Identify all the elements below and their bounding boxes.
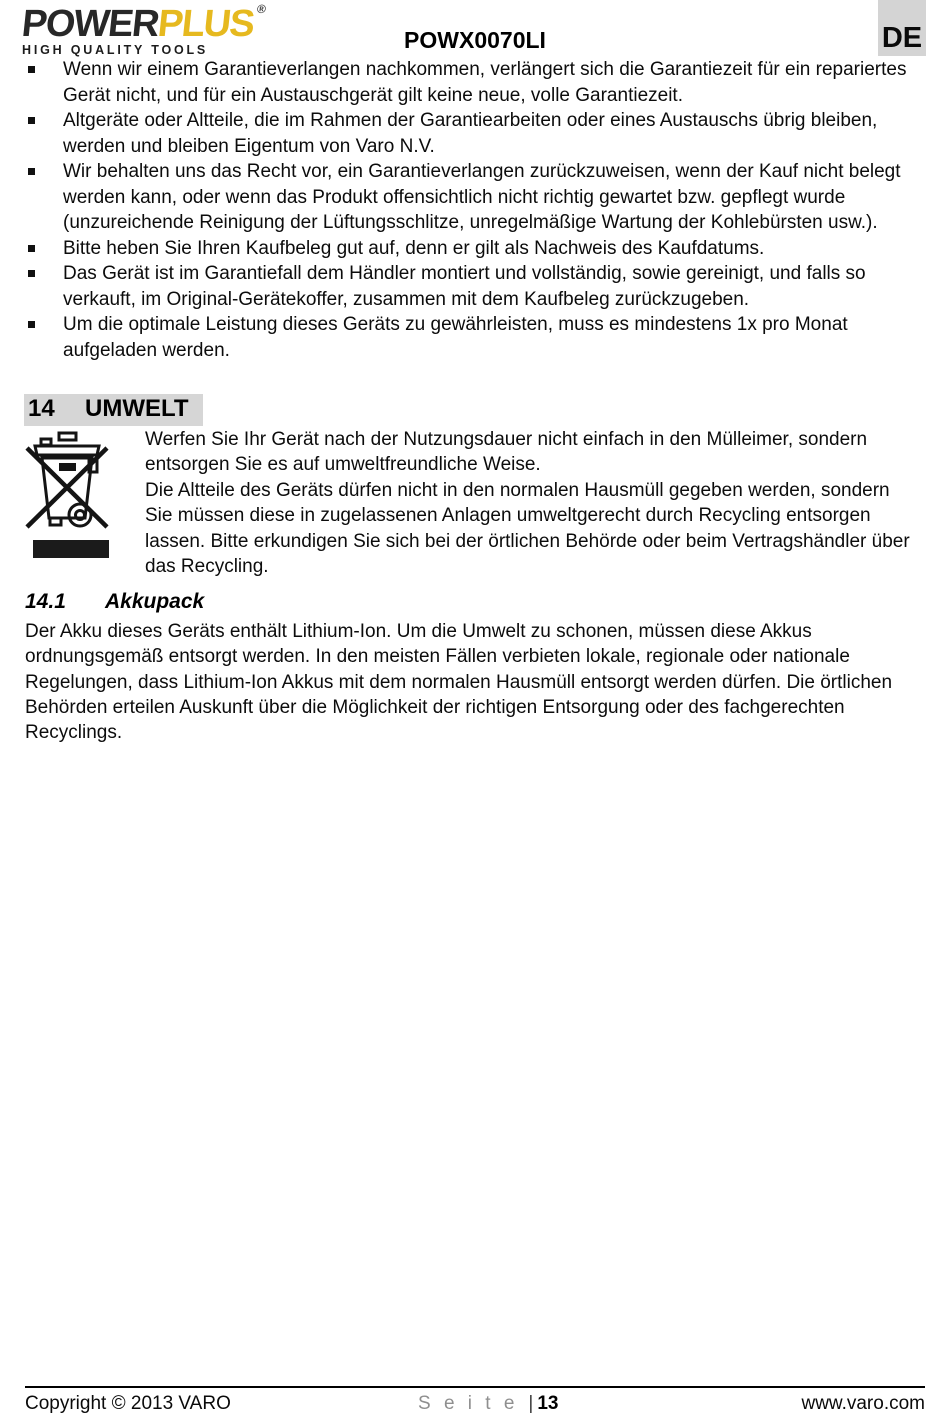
weee-crossed-out-wheelie-bin-icon — [25, 430, 109, 535]
footer-page-word: S e i t e — [418, 1393, 519, 1414]
footer-copyright: Copyright © 2013 VARO — [25, 1393, 231, 1414]
section-heading-umwelt — [24, 394, 203, 426]
battery-paragraph: Der Akku dieses Geräts enthält Lithium-Ion. Um die Umwelt zu schonen, müssen diese Akkus ordnungsgemäß entsorgt werden. In den meisten Fällen verbieten lokale, regionale oder nationale Regelungen, dass Lithium-Ion Akkus mit dem normalen Hausmüll entsorgt werden dürfen. Die örtlichen Behörden erteilen Auskunft über die Möglichkeit der richtigen Entsorgung oder des fachgerechten Recyclings. — [25, 621, 893, 744]
list-item — [28, 108, 920, 159]
subsection-heading-akkupack — [25, 590, 204, 614]
list-item — [28, 57, 920, 108]
registered-trademark-icon: ® — [256, 2, 266, 16]
bullet-text: Wir behalten uns das Recht vor, ein Garantieverlangen zurückzuweisen, wenn der Kauf nicht belegt werden kann, oder wenn das Produkt offensichtlich nicht richtig gewartet bzw. gepflegt wurde (unzureichende Reinigung der Lüftungsschlitze, unregelmäßige Wartung der Kohlebürsten usw.). — [63, 161, 901, 233]
bullet-text: Um die optimale Leistung dieses Geräts zu gewährleisten, muss es mindestens 1x pro Monat aufgeladen werden. — [63, 314, 848, 361]
footer-page-divider: | — [528, 1393, 534, 1414]
footer-divider-line — [25, 1386, 925, 1388]
list-item — [28, 236, 920, 262]
warranty-bullet-list — [28, 57, 920, 363]
bullet-icon — [28, 321, 35, 328]
bullet-icon — [28, 117, 35, 124]
list-item — [28, 159, 920, 236]
bullet-icon — [28, 270, 35, 277]
language-badge: DE — [878, 0, 926, 56]
weee-bar — [33, 540, 109, 558]
bullet-icon — [28, 168, 35, 175]
logo-tagline: HIGH QUALITY TOOLS — [22, 43, 209, 57]
logo-power-text: POWER — [19, 3, 161, 45]
document-title: POWX0070LI — [404, 27, 546, 53]
environment-paragraph: Die Altteile des Geräts dürfen nicht in den normalen Hausmüll gegeben werden, sondern Sie müssen diese in zugelassenen Anlagen umweltgerecht durch Recycling entsorgen lassen. Bitte erkundigen Sie sich bei der örtlichen Behörde oder beim Vertragshändler über das Recycling. — [145, 479, 910, 578]
section-number: 14 — [28, 395, 55, 422]
bullet-text: Bitte heben Sie Ihren Kaufbeleg gut auf, denn er gilt als Nachweis des Kaufdatums. — [63, 237, 765, 259]
bullet-icon — [28, 66, 35, 73]
environment-paragraphs — [145, 427, 921, 579]
section-title: UMWELT — [85, 395, 189, 422]
footer-page-number: 13 — [537, 1393, 559, 1414]
logo-plus-text: PLUS — [155, 3, 256, 45]
bullet-text: Wenn wir einem Garantieverlangen nachkommen, verlängert sich die Garantiezeit für ein repariertes Gerät nicht, und für ein Austauschgerät gilt keine neue, volle Garantiezeit. — [63, 59, 907, 106]
environment-paragraph: Werfen Sie Ihr Gerät nach der Nutzungsdauer nicht einfach in den Mülleimer, sondern entsorgen Sie es auf umweltfreundliche Weise. — [145, 429, 868, 476]
subsection-number: 14.1 — [25, 590, 66, 613]
subsection-title: Akkupack — [105, 590, 205, 613]
list-item — [28, 312, 920, 363]
bullet-text: Altgeräte oder Altteile, die im Rahmen der Garantiearbeiten oder eines Austauschs übrig bleiben, werden und bleiben Eigentum von Varo N.V. — [63, 110, 878, 157]
footer-website: www.varo.com — [801, 1393, 925, 1414]
footer-page-indicator — [418, 1393, 559, 1415]
bullet-icon — [28, 245, 35, 252]
bullet-text: Das Gerät ist im Garantiefall dem Händler montiert und vollständig, sowie gereinigt, und falls so verkauft, im Original-Gerätekoffer, zusammen mit dem Kaufbeleg zurückzugeben. — [63, 263, 866, 310]
list-item — [28, 261, 920, 312]
